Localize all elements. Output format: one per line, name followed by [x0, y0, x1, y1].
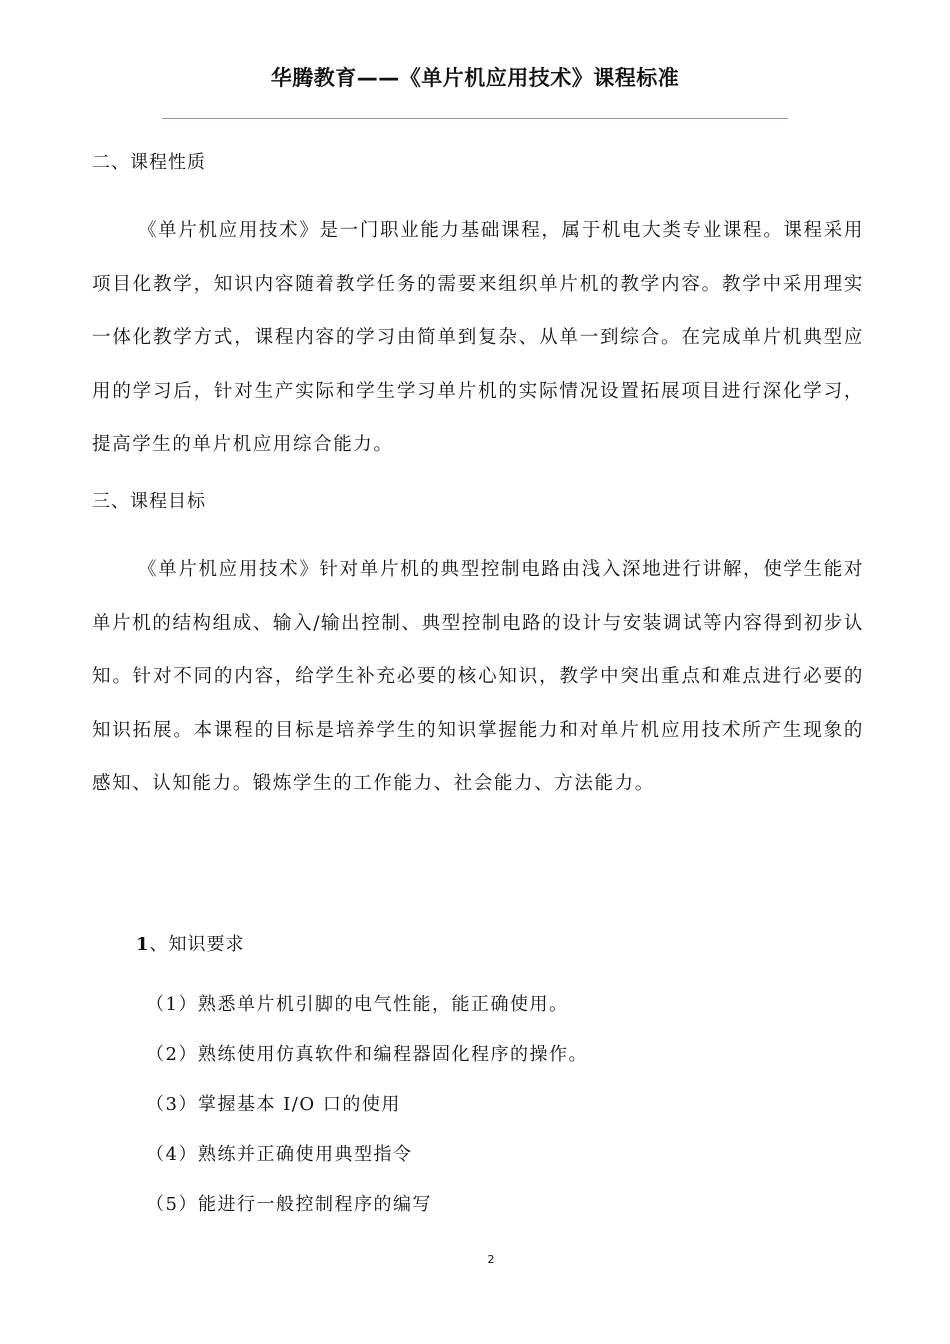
- knowledge-requirements-list: [146, 986, 588, 1236]
- list-item: （3）掌握基本 I/O 口的使用: [146, 1094, 401, 1115]
- section-heading-course-nature: 二、课程性质: [92, 152, 206, 173]
- list-item: （4）熟练并正确使用典型指令: [146, 1144, 413, 1165]
- header-divider: [162, 118, 788, 119]
- course-goals-paragraph: 《单片机应用技术》针对单片机的典型控制电路由浅入深地进行讲解，使学生能对单片机的结构组成、输入/输出控制、典型控制电路的设计与安装调试等内容得到初步认知。针对不同的内容，给学生补充必要的核心知识，教学中突出重点和难点进行必要的知识拓展。本课程的目标是培养学生的知识掌握能力和对单片机应用技术所产生现象的感知、认知能力。锻炼学生的工作能力、社会能力、方法能力。: [92, 559, 864, 794]
- page-header-title: 华腾教育——《单片机应用技术》课程标准: [270, 66, 680, 90]
- list-item: （5）能进行一般控制程序的编写: [146, 1194, 432, 1215]
- page-number: 2: [487, 1253, 495, 1266]
- list-item: （2）熟练使用仿真软件和编程器固化程序的操作。: [146, 1044, 588, 1065]
- knowledge-requirements-heading: [136, 930, 245, 956]
- knowledge-requirements-number: 1: [136, 934, 150, 955]
- section-heading-course-goals: 三、课程目标: [92, 491, 206, 512]
- knowledge-requirements-title: 、知识要求: [149, 934, 245, 955]
- course-nature-paragraph: 《单片机应用技术》是一门职业能力基础课程，属于机电大类专业课程。课程采用项目化教学，知识内容随着教学任务的需要来组织单片机的教学内容。教学中采用理实一体化教学方式，课程内容的学习由简单到复杂、从单一到综合。在完成单片机典型应用的学习后，针对生产实际和学生学习单片机的实际情况设置拓展项目进行深化学习，提高学生的单片机应用综合能力。: [92, 220, 864, 455]
- list-item: （1）熟悉单片机引脚的电气性能，能正确使用。: [146, 994, 569, 1015]
